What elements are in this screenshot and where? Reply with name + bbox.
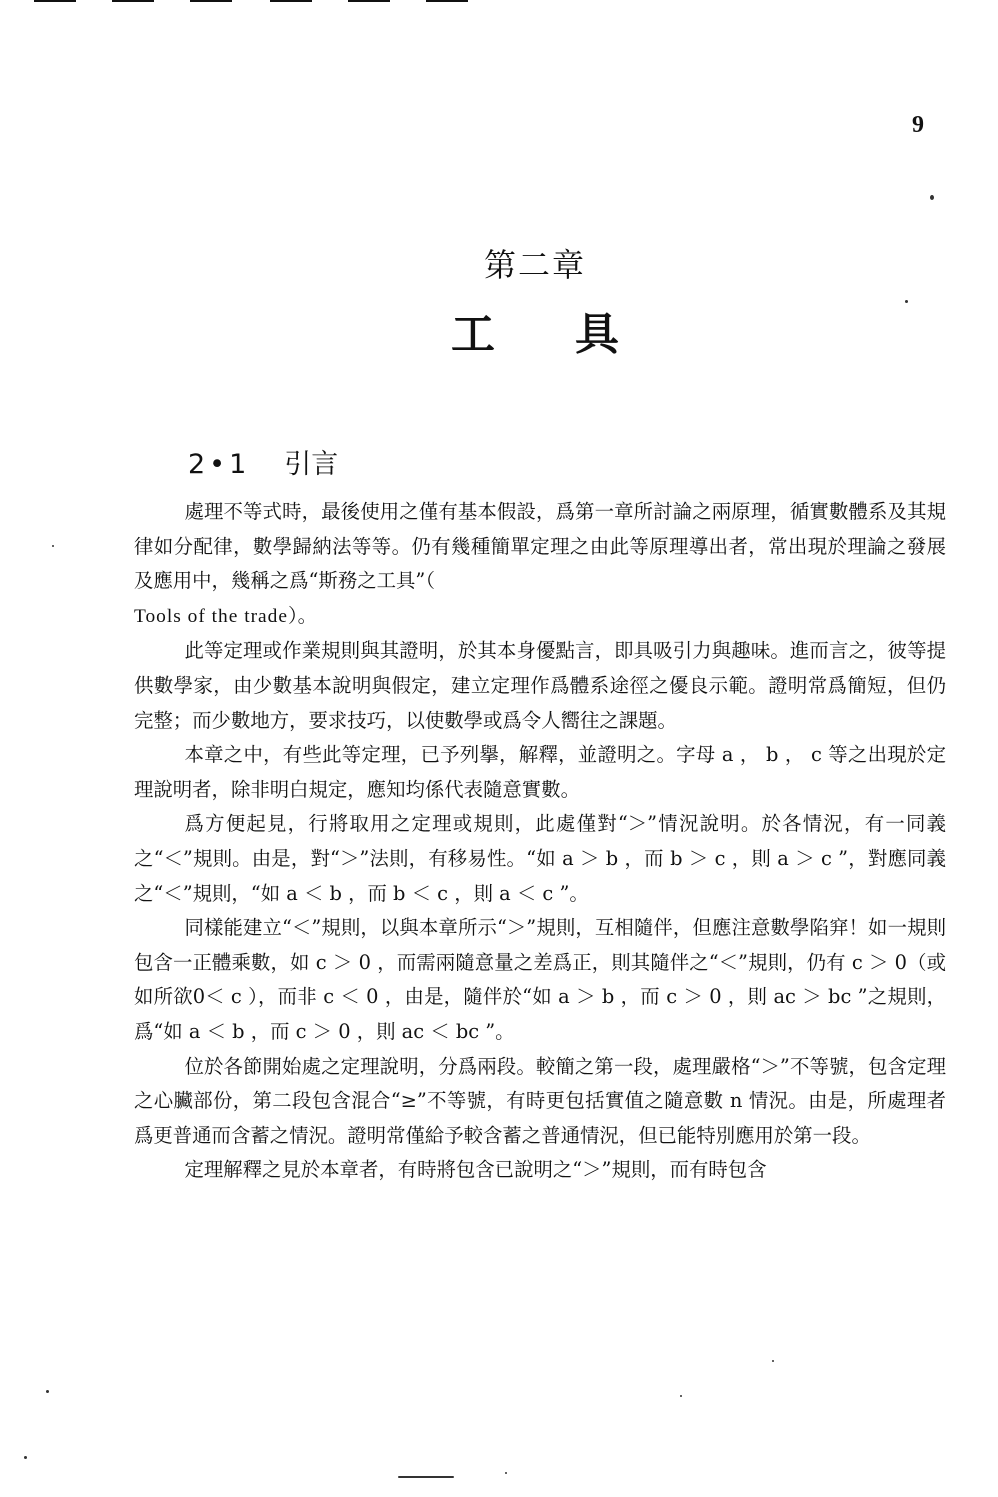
scan-speck — [680, 1395, 682, 1397]
section-title: 引言 — [284, 449, 339, 480]
scan-speck — [398, 1476, 454, 1478]
paragraph-1 — [134, 495, 946, 634]
paragraph-2: 此等定理或作業規則與其證明，於其本身優點言，即具吸引力與趣味。進而言之，彼等提供數學家，由少數基本說明與假定，建立定理作爲體系途徑之優良示範。證明常爲簡短，但仍完整；而少數地方，要求技巧，以使數學或爲令人嚮往之課題。 — [134, 639, 946, 732]
paragraph-4: 爲方便起見，行將取用之定理或規則，此處僅對“＞”情況說明。於各情況，有一同義之“＜”規則。由是，對“＞”法則，有移易性。“如 a ＞ b ，而 b ＞ c ，則 a ＞ c ”，對應同義之“＜”規則，“如 a ＜ b ，而 b ＜ c ，則 a ＜ c ”。 — [134, 812, 946, 905]
scan-speck — [505, 1472, 507, 1474]
header-rule-5 — [348, 0, 390, 2]
chapter-title — [0, 298, 998, 362]
scan-speck — [46, 1390, 49, 1393]
paragraph-1-text: 處理不等式時，最後使用之僅有基本假設，爲第一章所討論之兩原理，循實數體系及其規律如分配律，數學歸納法等等。仍有幾種簡單定理之由此等原理導出者，常出現於理論之發展及應用中，幾稱之爲“斯務之工具”（ — [134, 500, 946, 593]
scan-speck — [52, 545, 54, 547]
english-phrase: Tools of the trade — [134, 605, 288, 627]
section-heading — [188, 442, 338, 481]
chapter-title-char-1: 工 — [451, 309, 495, 360]
page-number: 9 — [912, 112, 924, 138]
scan-speck — [905, 300, 908, 303]
paragraph-3: 本章之中，有些此等定理，已予列擧，解釋，並證明之。字母 a ， b ， c 等之出現於定理說明者，除非明白規定，應知均係代表隨意實數。 — [134, 743, 946, 801]
scan-speck — [930, 195, 934, 200]
header-rule-4 — [270, 0, 312, 2]
paragraph-5: 同樣能建立“＜”規則，以與本章所示“＞”規則，互相隨伴，但應注意數學陷穽！如一規則包含一正體乘數，如 c ＞ 0 ，而需兩隨意量之差爲正，則其隨伴之“＜”規則，仍有 c ＞ 0（或如所欲0＜ c ），而非 c ＜ 0 ，由是，隨伴於“如 a ＞ b ，而 c ＞ 0 ，則 ac ＞ bc ”之規則，爲“如 a ＜ b ，而 c ＞ 0 ，則 ac ＜ bc ”。 — [134, 916, 946, 1043]
paragraph-6: 位於各節開始處之定理說明，分爲兩段。較簡之第一段，處理嚴格“＞”不等號，包含定理之心臟部份，第二段包含混合“≥”不等號，有時更包括實值之隨意數 n 情況。由是，所處理者爲更普通而含蓄之情況。證明常僅給予較含蓄之普通情況，但已能特別應用於第一段。 — [134, 1054, 946, 1147]
header-rule-1 — [34, 0, 76, 2]
section-number: 2•1 — [188, 449, 251, 480]
scan-speck — [772, 1360, 774, 1362]
chapter-number: 第二章 — [483, 246, 586, 284]
header-rule-2 — [112, 0, 154, 2]
header-rule-3 — [190, 0, 232, 2]
paragraph-7: 定理解釋之見於本章者，有時將包含已說明之“＞”規則，而有時包含 — [184, 1158, 767, 1182]
scan-speck — [24, 1456, 27, 1459]
chapter-title-char-2: 具 — [575, 309, 619, 360]
phrase-closing: ）。 — [287, 603, 318, 627]
header-rule-6 — [426, 0, 468, 2]
body-text — [134, 495, 946, 1188]
